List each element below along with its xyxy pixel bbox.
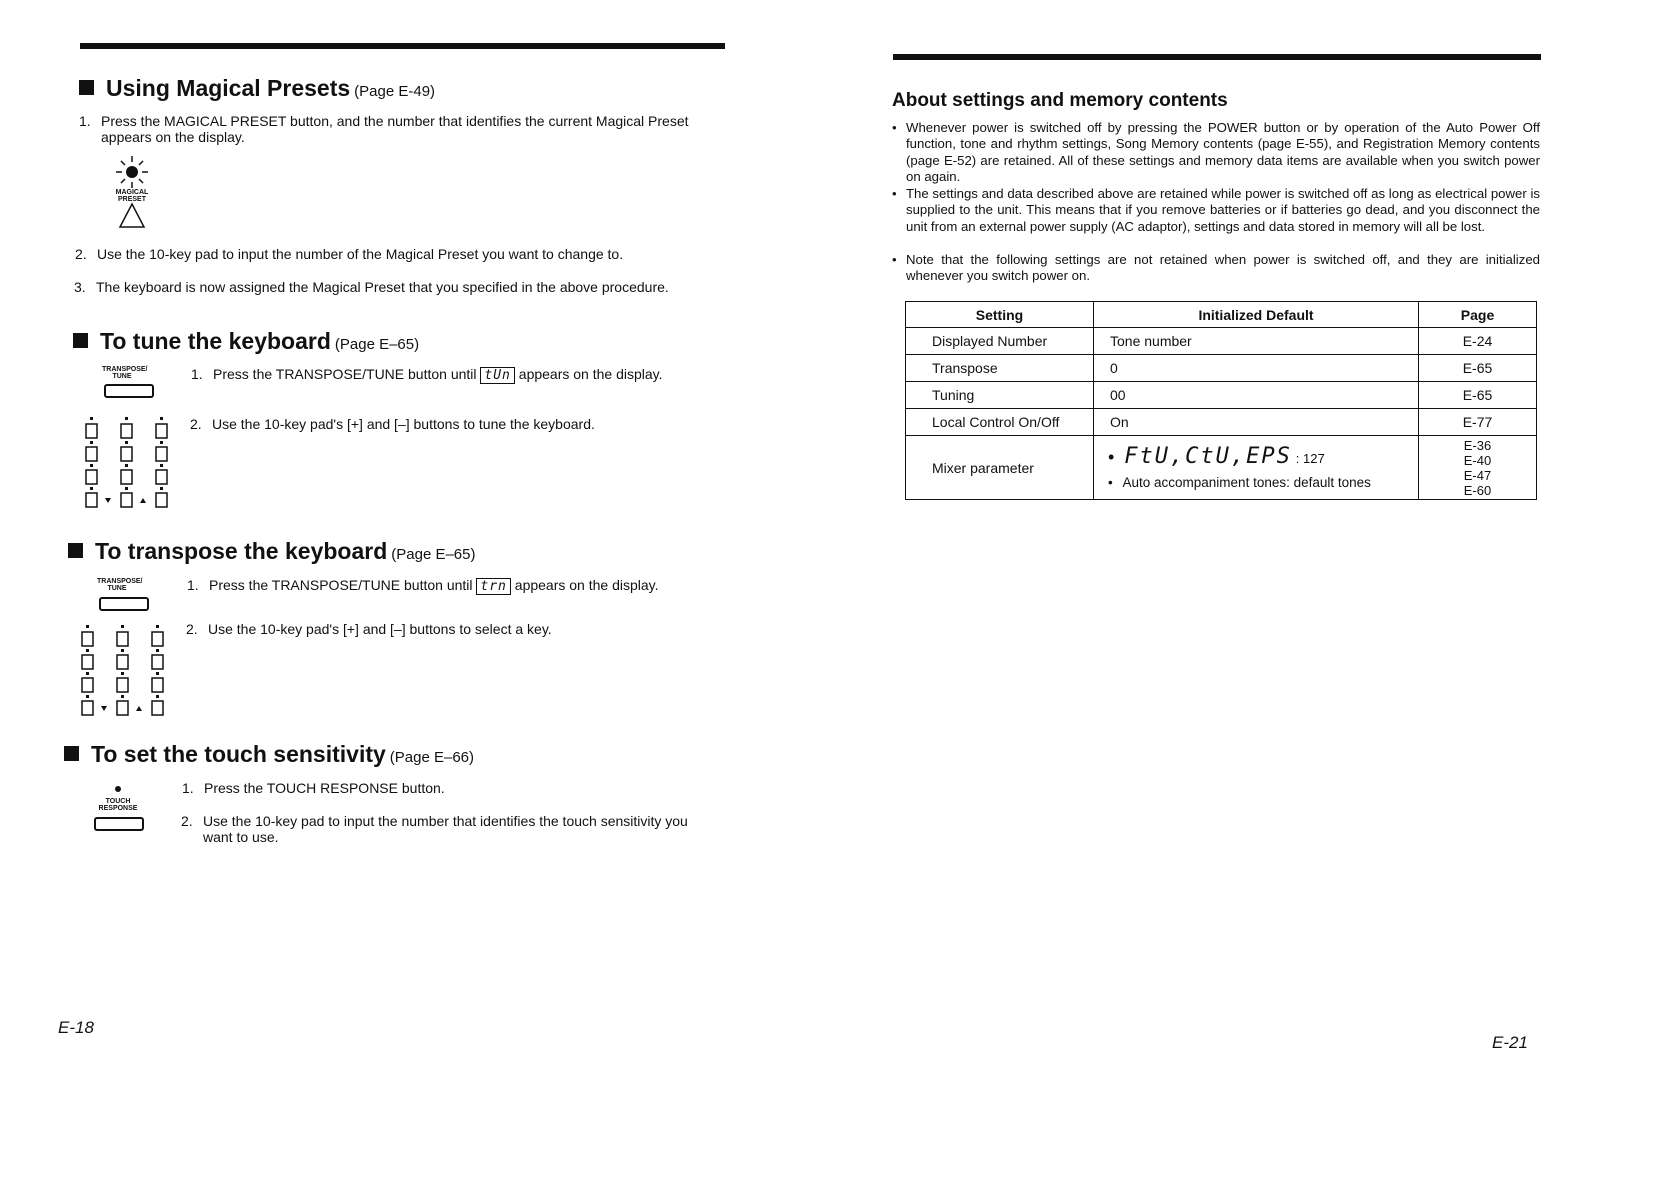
lcd-mixer-display: FtU,CtU,EPS [1124,443,1292,469]
section-heading-tune: To tune the keyboard (Page E–65) [73,328,419,355]
section-heading-settings-memory: About settings and memory contents [892,90,1228,111]
table-row: Tuning 00 E-65 [906,382,1537,409]
transpose-tune-button-icon [104,384,154,398]
touch-response-button-icon [94,817,144,831]
transpose-tune-button-icon [99,597,149,611]
page-number-left: E-18 [58,1018,94,1037]
top-rule-right [893,54,1541,60]
settings-table [905,301,1537,500]
page-ref: (Page E–65) [391,546,476,563]
ten-key-pad-icon [78,622,168,718]
page-ref: (Page E-49) [354,83,436,100]
touch-response-label: TOUCH RESPONSE [98,798,138,812]
table-row: Local Control On/Off On E-77 [906,409,1537,436]
section-heading-magical-presets: Using Magical Presets (Page E-49) [79,75,435,102]
square-bullet-icon [79,80,94,95]
section-heading-transpose: To transpose the keyboard (Page E–65) [68,538,476,565]
column-header: Setting [906,302,1094,328]
transpose-tune-label: TRANSPOSE/ TUNE [102,366,148,380]
table-row-mixer: Mixer parameter • FtU,CtU,EPS : 127 • Auto accompaniment tones: default tones E-36 E-40 E-47 E-60 [906,436,1537,500]
square-bullet-icon [68,543,83,558]
column-header: Page [1419,302,1537,328]
transpose-tune-label: TRANSPOSE/ TUNE [97,578,143,592]
square-bullet-icon [64,746,79,761]
lcd-display: trn [476,578,510,595]
page-number-right: E-21 [1492,1033,1528,1052]
ten-key-pad-icon [82,414,172,510]
section-heading-touch-sensitivity: To set the touch sensitivity (Page E–66) [64,741,474,768]
table-row: Transpose 0 E-65 [906,355,1537,382]
magical-preset-label: MAGICAL PRESET [115,189,149,203]
touch-response-led-icon [115,786,121,792]
top-rule-left [80,43,725,49]
table-header-row [906,302,1537,328]
lcd-display: tUn [480,367,514,384]
page-ref: (Page E–66) [389,749,475,766]
column-header: Initialized Default [1094,302,1419,328]
page-ref: (Page E–65) [334,336,420,353]
table-row: Displayed Number Tone number E-24 [906,328,1537,355]
square-bullet-icon [73,333,88,348]
